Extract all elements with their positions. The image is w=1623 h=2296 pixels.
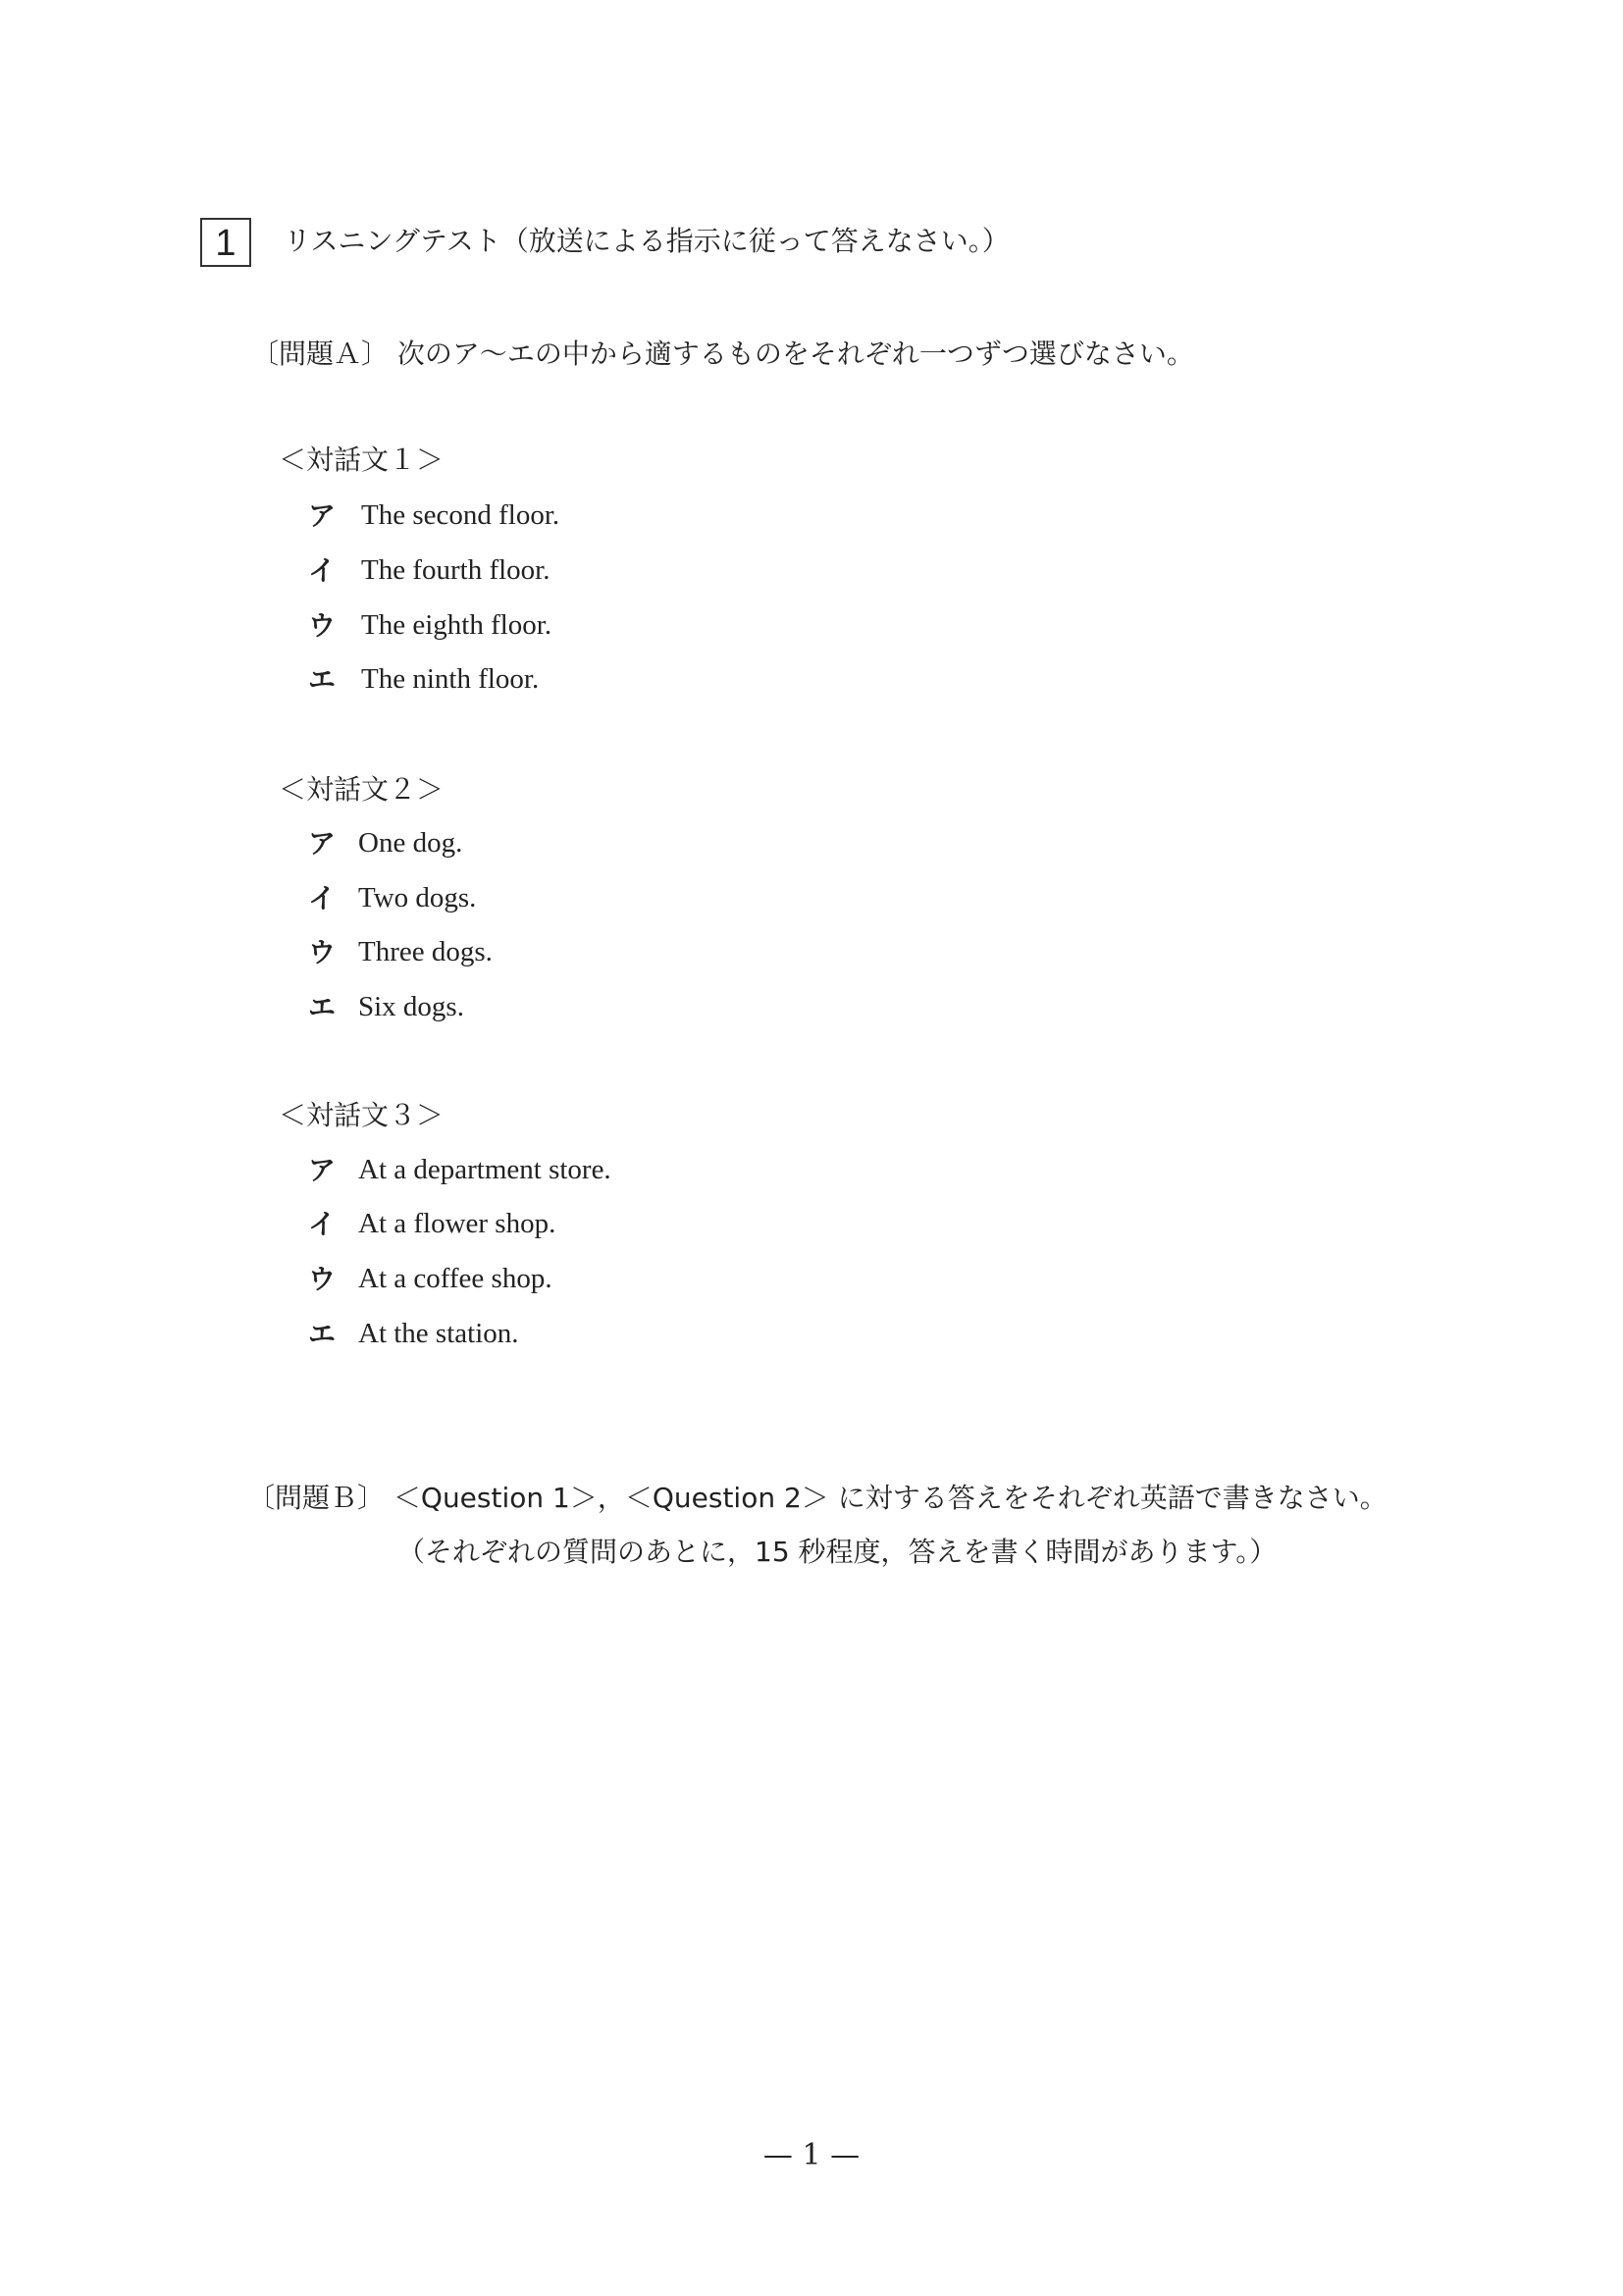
dialogue-label: ＜対話文２＞ — [279, 773, 445, 806]
option-mark: エ — [308, 663, 337, 696]
dialogue-label: ＜対話文１＞ — [279, 444, 445, 476]
problem-a-heading: 〔問題Ａ〕 次のア～エの中から適するものをそれぞれ一つずつ選びなさい。 — [251, 338, 1194, 370]
option-mark: イ — [308, 1208, 337, 1240]
option-mark: ウ — [308, 936, 337, 968]
option-mark: ア — [308, 827, 337, 860]
option-mark: イ — [308, 882, 337, 914]
option-text: The second floor. — [361, 499, 560, 531]
option-text: At a coffee shop. — [358, 1263, 552, 1294]
option-text: At a flower shop. — [358, 1208, 556, 1239]
option-text: Six dogs. — [358, 991, 464, 1022]
option-mark: ウ — [308, 609, 337, 642]
option-mark: ウ — [308, 1263, 337, 1295]
option-text: Three dogs. — [358, 936, 493, 967]
option-text: At a department store. — [358, 1154, 611, 1185]
option-text: The eighth floor. — [361, 609, 552, 641]
option-text: Two dogs. — [358, 882, 477, 913]
section-number-box: 1 — [200, 218, 251, 267]
problem-b-note: （それぞれの質問のあとに，15 秒程度，答えを書く時間があります。） — [397, 1536, 1278, 1568]
section-title: リスニングテスト（放送による指示に従って答えなさい。） — [284, 225, 1010, 257]
problem-b-heading: 〔問題Ｂ〕 ＜Question 1＞，＜Question 2＞ に対する答えをそれぞれ英語で書きなさい。 — [247, 1482, 1387, 1514]
option-mark: ア — [308, 499, 337, 532]
option-text: At the station. — [358, 1318, 519, 1349]
dialogue-label: ＜対話文３＞ — [279, 1099, 445, 1131]
page-number: — 1 — — [762, 2138, 861, 2172]
option-text: The fourth floor. — [361, 554, 550, 586]
option-text: The ninth floor. — [361, 663, 540, 695]
option-mark: エ — [308, 991, 337, 1023]
option-mark: エ — [308, 1318, 337, 1350]
option-text: One dog. — [358, 827, 463, 859]
option-mark: イ — [308, 554, 337, 587]
option-mark: ア — [308, 1154, 337, 1186]
